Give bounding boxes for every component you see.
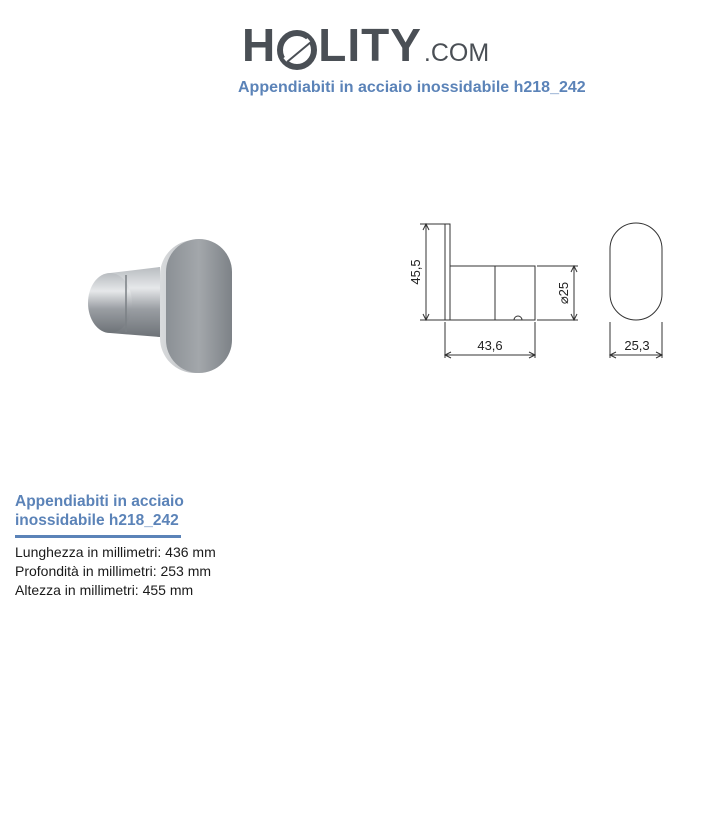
spec-height: Altezza in millimetri: 455 mm (15, 582, 194, 598)
depth-dimension-label: 43,6 (477, 338, 503, 353)
product-info (15, 492, 275, 600)
heading-underline (15, 535, 181, 538)
logo-globe-icon (277, 30, 317, 70)
diameter-dimension-label: ⌀25 (556, 281, 571, 305)
product-heading-line2: inossidabile h218_242 (15, 512, 179, 529)
width-dimension-label: 25,3 (624, 338, 650, 353)
height-dimension-label: 45,5 (408, 259, 423, 285)
product-heading-line1: Appendiabiti in acciaio (15, 493, 184, 510)
technical-drawing (400, 210, 680, 375)
spec-depth: Profondità in millimetri: 253 mm (15, 563, 212, 579)
spec-length: Lunghezza in millimetri: 436 mm (15, 544, 216, 560)
logo-tld: .COM (423, 39, 490, 67)
page-title: Appendiabiti in acciaio inossidabile h218_242 (238, 79, 586, 96)
product-photo (80, 225, 240, 390)
logo-letter-h: H (242, 19, 277, 71)
logo-letters-lity: LITY (318, 19, 422, 71)
holity-logo[interactable] (242, 14, 489, 70)
